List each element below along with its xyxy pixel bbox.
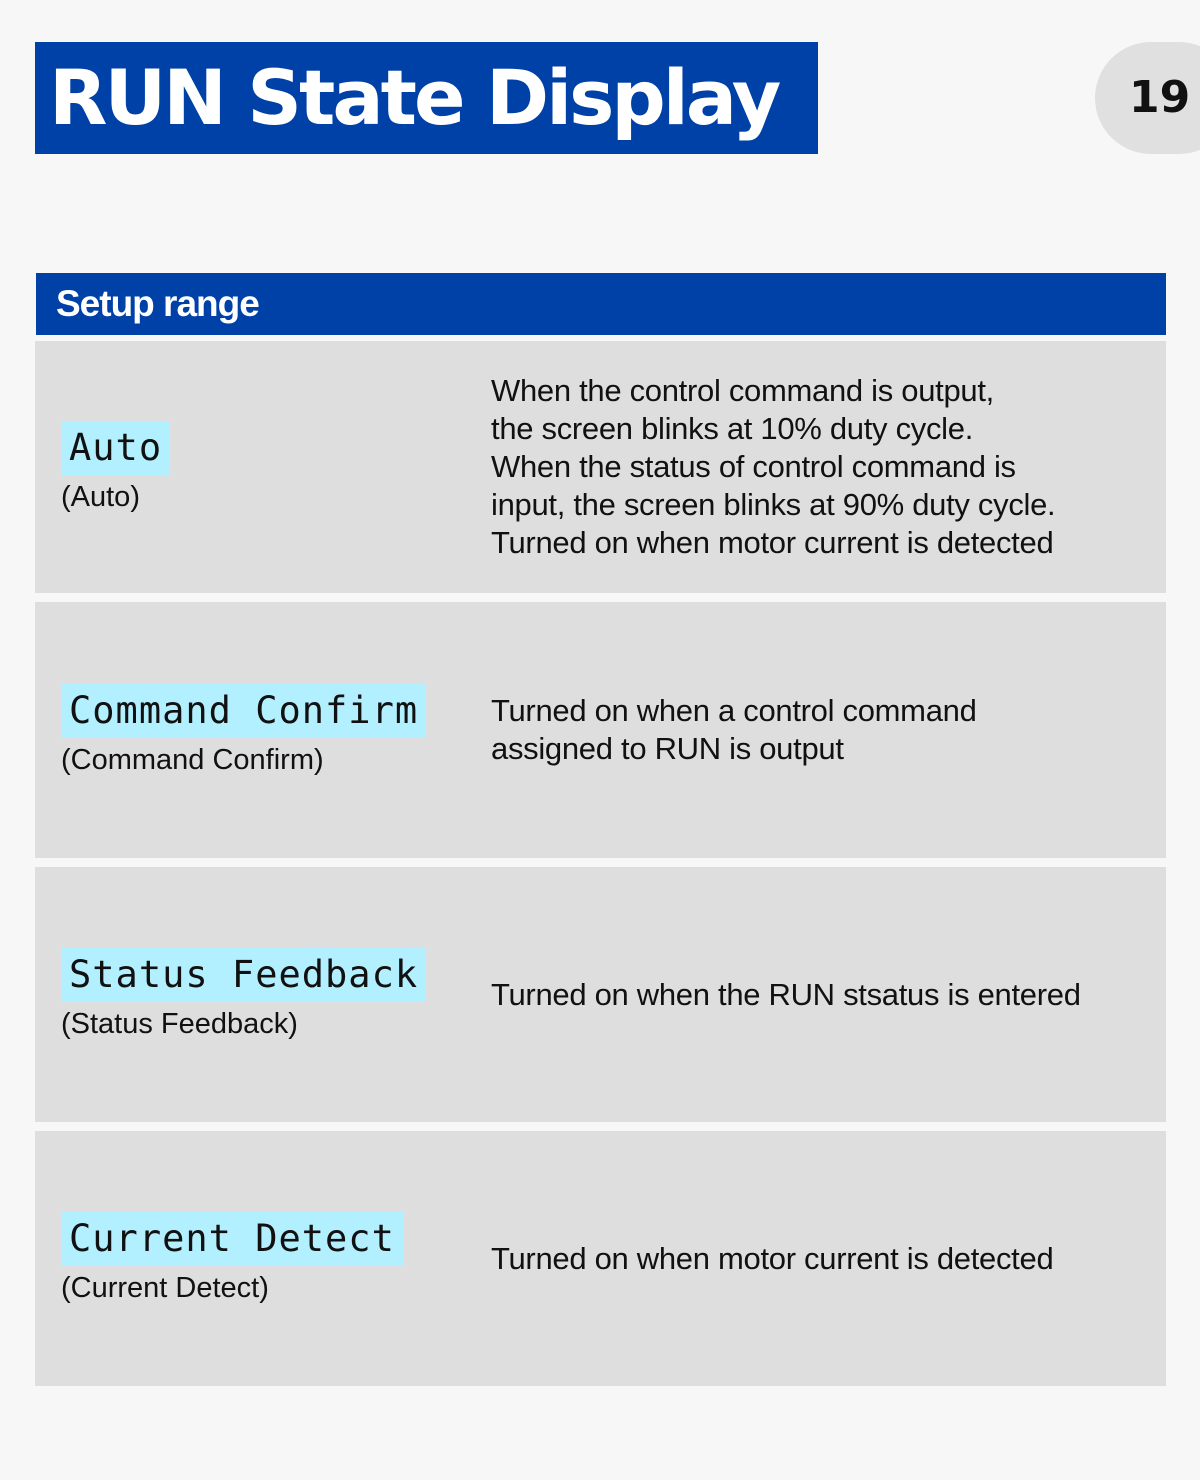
description-line: the screen blinks at 10% duty cycle. [491,411,974,446]
row-description [491,1131,1151,1386]
page-title: RUN State Display [49,53,779,142]
description-line: Turned on when motor current is detected [491,525,1054,560]
setup-row-command-confirm [35,602,1166,858]
page-number: 19 [1129,72,1191,123]
section-title: Setup range [56,283,259,324]
label-caption: (Auto) [61,480,140,513]
setup-row-auto [35,341,1166,593]
section-header [36,273,1166,335]
lcd-display-label: Current Detect [61,1212,403,1266]
description-line: When the status of control command is [491,449,1016,484]
description-line: Turned on when motor current is detected [491,1240,1054,1276]
label-caption: (Command Confirm) [61,743,324,776]
row-label [61,867,426,1122]
row-description [491,341,1151,593]
lcd-display-label: Command Confirm [61,684,426,738]
row-label [61,341,170,593]
description-line: assigned to RUN is output [491,731,844,766]
row-description [491,602,1151,858]
description-line: Turned on when a control command [491,693,977,728]
page-title-banner [35,42,818,154]
label-caption: (Current Detect) [61,1272,269,1304]
lcd-display-label: Status Feedback [61,948,426,1002]
row-label [61,602,426,858]
lcd-display-label: Auto [61,421,170,475]
setup-row-current-detect [35,1131,1166,1386]
row-description [491,867,1151,1122]
description-line: When the control command is output, [491,373,994,408]
setup-row-status-feedback [35,867,1166,1122]
description-line: Turned on when the RUN stsatus is entered [491,976,1081,1012]
description-line: input, the screen blinks at 90% duty cycle. [491,487,1056,522]
label-caption: (Status Feedback) [61,1008,298,1040]
page-number-tab [1095,42,1200,154]
row-label [61,1131,403,1386]
